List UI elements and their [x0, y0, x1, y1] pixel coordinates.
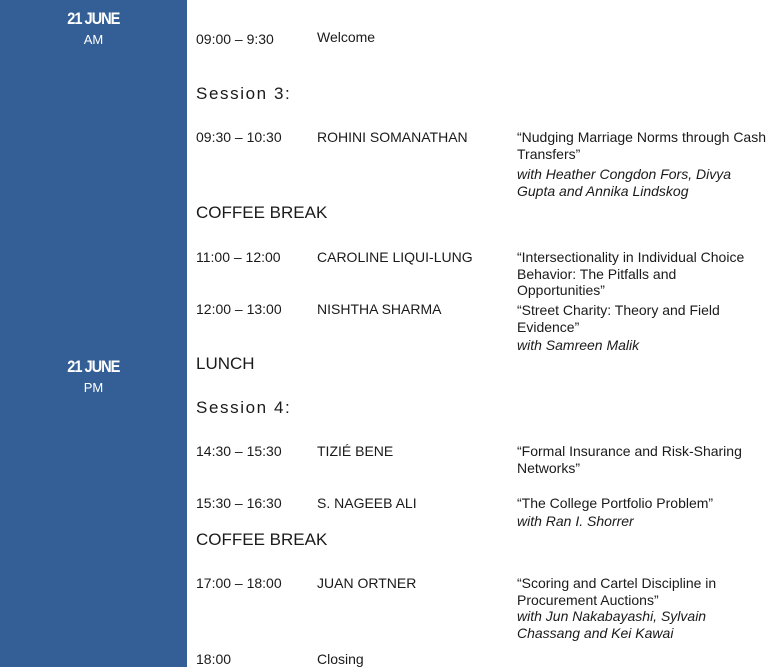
talk-5-title: “The College Portfolio Problem” [517, 495, 714, 511]
am-period: AM [83, 32, 104, 47]
talk-4-speaker: TIZIÉ BENE [317, 443, 394, 459]
session-4-heading: Session 4: [196, 398, 292, 417]
talk-2-speaker: CAROLINE LIQUI-LUNG [317, 249, 473, 265]
talk-6-speaker: JUAN ORTNER [317, 575, 417, 591]
talk-3-speaker: NISHTHA SHARMA [317, 301, 442, 317]
welcome-title: Welcome [317, 29, 376, 45]
talk-5-speaker: S. NAGEEB ALI [317, 495, 417, 511]
closing-time: 18:00 [196, 651, 232, 667]
talk-3-time: 12:00 – 13:00 [196, 301, 282, 317]
talk-4-title: “Formal Insurance and Risk-Sharing Networks” [517, 443, 742, 476]
coffee-break-1: COFFEE BREAK [196, 203, 328, 222]
talk-6-coauthors: with Jun Nakabayashi, Sylvain Chassang and Kei Kawai [517, 608, 707, 641]
closing-title: Closing [317, 651, 364, 667]
talk-1-time: 09:30 – 10:30 [196, 129, 282, 145]
talk-5-time: 15:30 – 16:30 [196, 495, 282, 511]
welcome-time: 09:00 – 9:30 [196, 31, 274, 47]
talk-6-time: 17:00 – 18:00 [196, 575, 282, 591]
session-3-heading: Session 3: [196, 84, 292, 103]
talk-5-coauthors: with Ran I. Shorrer [517, 513, 634, 529]
coffee-break-2: COFFEE BREAK [196, 530, 328, 549]
talk-6-title: “Scoring and Cartel Discipline in Procurement Auctions” [517, 575, 717, 608]
talk-2-title: “Intersectionality in Individual Choice Behavior: The Pitfalls and Opportunities” [517, 249, 745, 298]
lunch-label: LUNCH [196, 354, 255, 373]
pm-date: 21 JUNE [67, 357, 120, 376]
talk-3-title: “Street Charity: Theory and Field Evidence” [517, 302, 720, 335]
am-date: 21 JUNE [67, 9, 120, 28]
pm-period: PM [83, 380, 104, 395]
talk-1-title: “Nudging Marriage Norms through Cash Transfers” [517, 129, 766, 162]
talk-2-time: 11:00 – 12:00 [196, 249, 281, 265]
talk-4-time: 14:30 – 15:30 [196, 443, 282, 459]
talk-3-coauthors: with Samreen Malik [517, 337, 640, 353]
talk-1-coauthors: with Heather Congdon Fors, Divya Gupta and Annika Lindskog [517, 166, 731, 199]
talk-1-speaker: ROHINI SOMANATHAN [317, 129, 468, 145]
